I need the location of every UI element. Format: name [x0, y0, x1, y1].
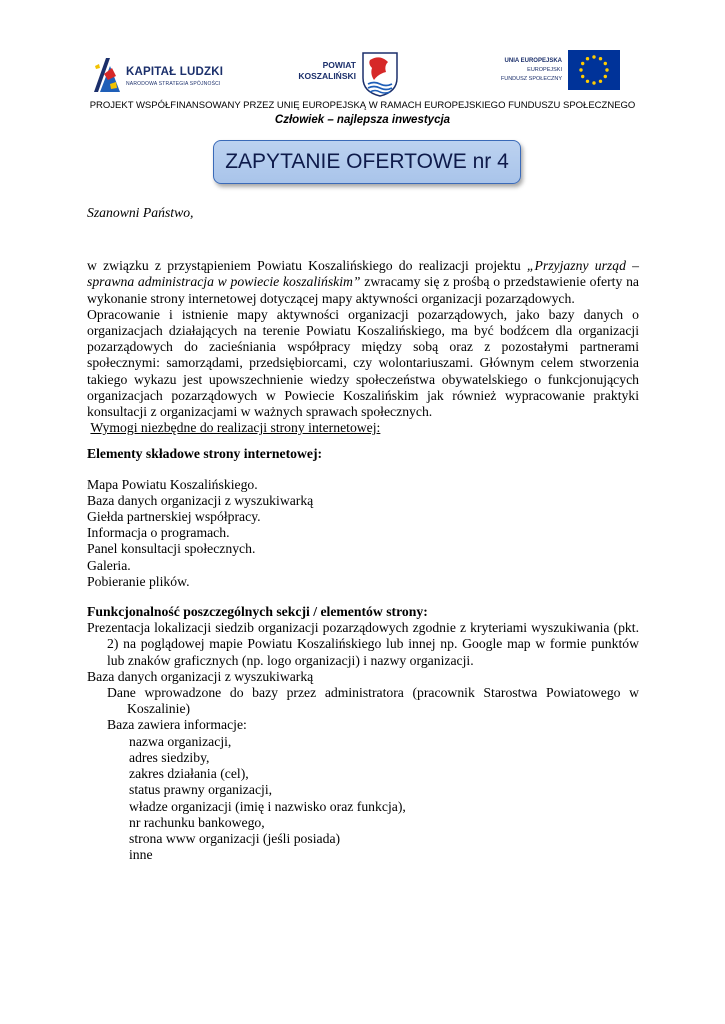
functionality-map: Prezentacja lokalizacji siedzib organizacji pozarządowych zgodnie z kryteriami wyszukiwania (pkt. 2) na poglądowej mapie Powiatu Koszalińskiego lub innej np. Google map w formie punktów lub znaków graficznych (np. logo organizacji) i nazwy organizacji. — [87, 620, 639, 668]
griffin-shield-icon — [360, 50, 400, 98]
intro-paragraph — [87, 258, 639, 307]
functionality-database: Baza danych organizacji z wyszukiwarką — [87, 668, 314, 684]
db-field: adres siedziby, — [129, 749, 210, 765]
project-name: „Przyjazny urząd – sprawna administracja w powiecie koszalińskim” — [87, 258, 639, 290]
db-contains-label: Baza zawiera informacje: — [107, 717, 247, 733]
kapital-ludzki-title: KAPITAŁ LUDZKI — [126, 66, 224, 78]
page-header — [0, 0, 725, 98]
eu-flag-icon — [568, 50, 620, 90]
element-item: Baza danych organizacji z wyszukiwarką — [87, 492, 314, 508]
document-title-box — [213, 140, 521, 184]
element-item: Informacja o programach. — [87, 525, 230, 541]
intro-text-a: w związku z przystąpieniem Powiatu Koszalińskiego do realizacji projektu — [87, 258, 527, 274]
functionality-heading: Funkcjonalność poszczególnych sekcji / elementów strony: — [87, 604, 428, 620]
eu-efs-logo — [478, 50, 620, 90]
db-field: zakres działania (cel), — [129, 766, 249, 782]
powiat-koszalinski-logo — [290, 50, 400, 98]
eu-text — [478, 56, 562, 84]
db-field: nazwa organizacji, — [129, 733, 232, 749]
db-entry-note: Dane wprowadzone do bazy przez administratora (pracownik Starostwa Powiatowego w Koszalinie) — [107, 685, 639, 717]
db-field: nr rachunku bankowego, — [129, 814, 265, 830]
document-title: ZAPYTANIE OFERTOWE nr 4 — [225, 150, 509, 173]
requirements-heading: Wymogi niezbędne do realizacji strony internetowej: — [90, 420, 381, 436]
motto: Człowiek – najlepsza inwestycja — [274, 114, 451, 126]
powiat-line2: KOSZALIŃSKI — [298, 71, 356, 81]
element-item: Galeria. — [87, 557, 131, 573]
greeting: Szanowni Państwo, — [87, 205, 194, 220]
db-field: władze organizacji (imię i nazwisko oraz funkcja), — [129, 798, 406, 814]
powiat-name — [298, 60, 356, 82]
intro-text-b: zwracamy się z prośbą o przedstawienie oferty na wykonanie strony internetowej dotyczącej mapy aktywności organizacji pozarządowych. — [87, 274, 639, 306]
element-item: Giełda partnerskiej współpracy. — [87, 509, 261, 525]
kapital-ludzki-mark-icon — [90, 56, 124, 94]
db-field: inne — [129, 847, 153, 863]
db-field: status prawny organizacji, — [129, 782, 273, 798]
db-field: strona www organizacji (jeśli posiada) — [129, 830, 341, 846]
kapital-ludzki-logo — [90, 56, 224, 94]
letter-body — [87, 205, 639, 863]
element-item: Mapa Powiatu Koszalińskiego. — [87, 476, 258, 492]
eu-line3: FUNDUSZ SPOŁECZNY — [500, 76, 562, 82]
purpose-paragraph: Opracowanie i istnienie mapy aktywności organizacji pozarządowych, jako bazy danych o organizacjach działających na terenie Powiatu Koszalińskiego, ma być bodźcem dla organizacji pozarządowych do zacieśniania współpracy między sobą oraz z pozostałymi partnerami społecznymi: samorządami, przedsiębiorcami, czy wolontariuszami. Głównym celem stworzenia takiego wykazu jest upowszechnienie wiedzy społeczeństwa obywatelskiego o funkcjonujących organizacjach pozarządowych w Powiecie Koszalińskim jak również wypracowanie praktyki konsultacji z organizacjami w ważnych sprawach społecznych. — [87, 306, 639, 420]
eu-line1: UNIA EUROPEJSKA — [504, 58, 562, 64]
element-item: Panel konsultacji społecznych. — [87, 541, 256, 557]
kapital-ludzki-subtitle: NARODOWA STRATEGIA SPÓJNOŚCI — [126, 81, 221, 87]
element-item: Pobieranie plików. — [87, 573, 190, 589]
project-cofinancing-line: PROJEKT WSPÓŁFINANSOWANY PRZEZ UNIĘ EUROPEJSKĄ W RAMACH EUROPEJSKIEGO FUNDUSZU SPOŁECZNEGO — [89, 100, 636, 111]
powiat-line1: POWIAT — [322, 60, 356, 70]
eu-line2: EUROPEJSKI — [527, 67, 562, 73]
elements-heading: Elementy składowe strony internetowej: — [87, 446, 323, 462]
